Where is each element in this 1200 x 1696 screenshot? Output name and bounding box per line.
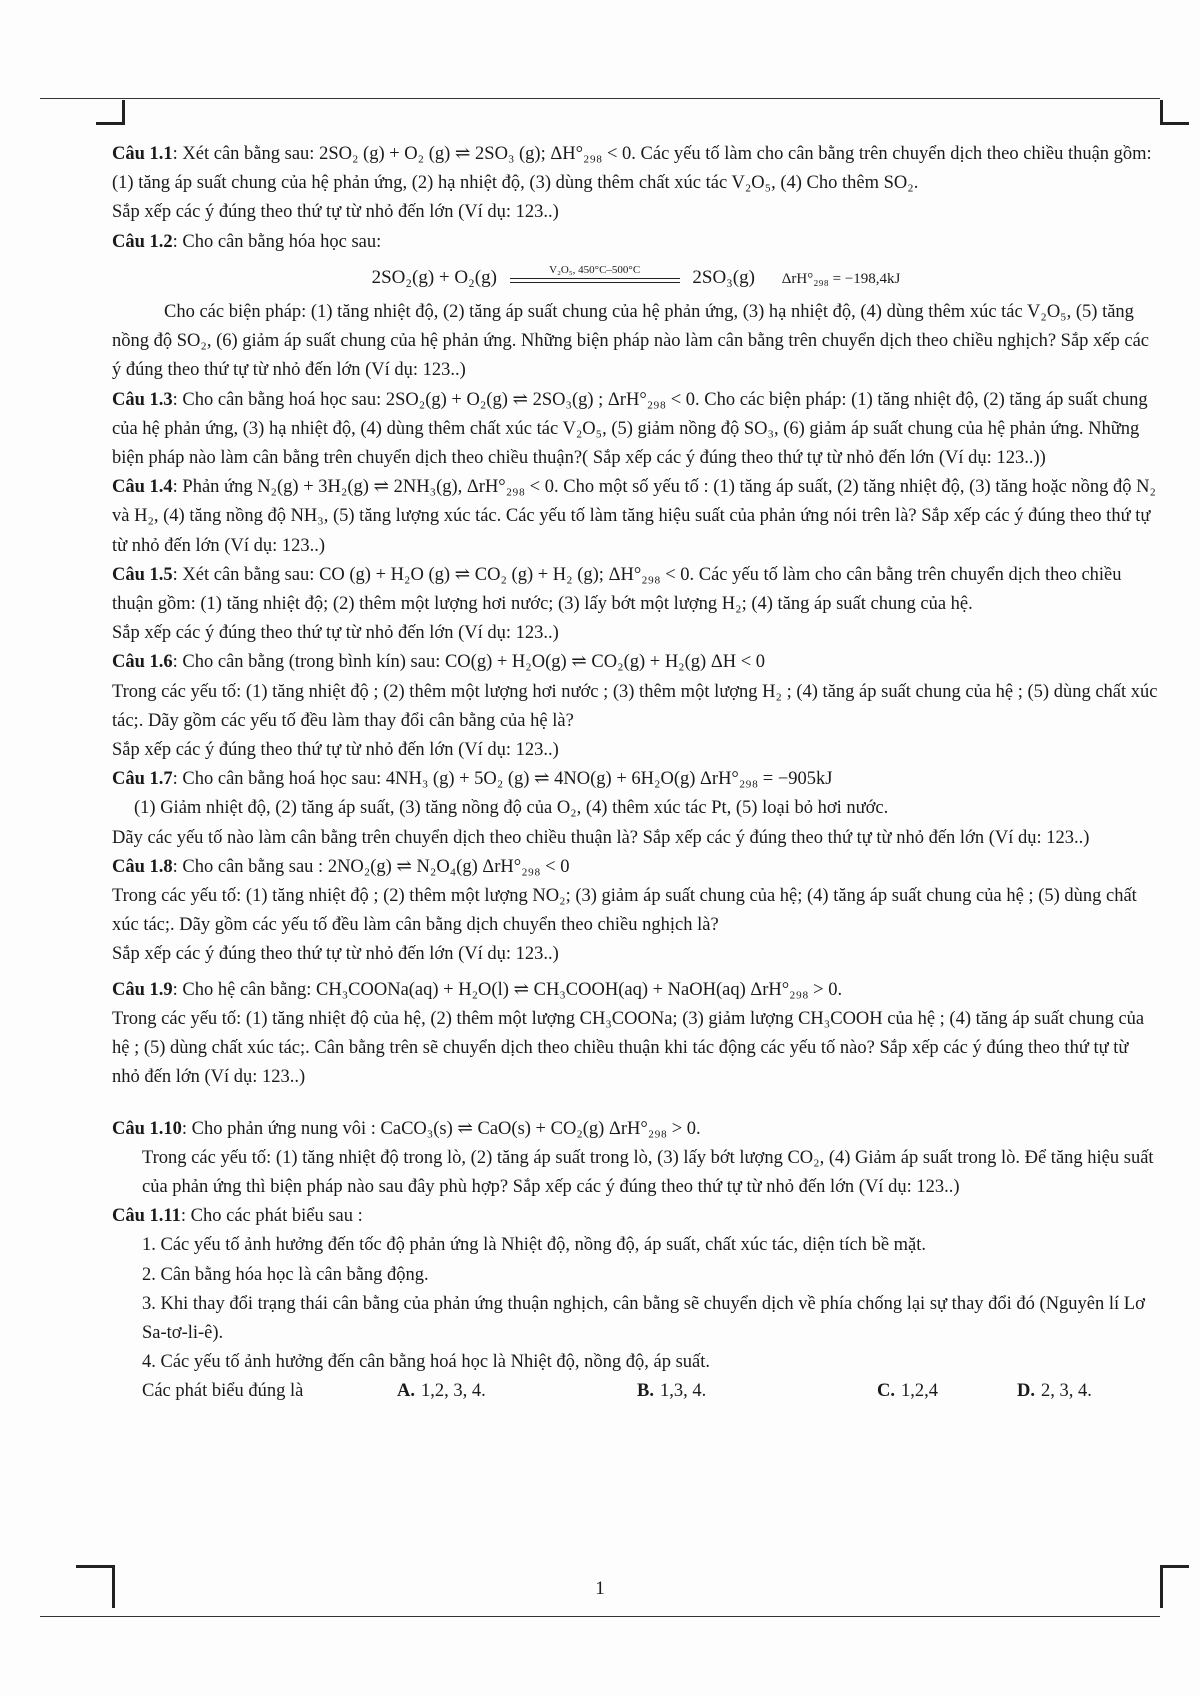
question-1-3	[112, 386, 1160, 474]
question-1-10	[112, 1115, 1160, 1144]
question-body: Trong các yếu tố: (1) tăng nhiệt độ ; (2) thêm một lượng NO₂; (3) giảm áp suất chung của hệ; (4) tăng áp suất chung của hệ ; (5) dùng chất xúc tác;. Dãy gồm các yếu tố đều làm cân bằng dịch chuyển theo chiều nghịch là?	[112, 886, 1137, 936]
equation-condition: V₂O₅, 450°C–500°C	[549, 263, 641, 276]
question-label: Câu 1.4	[112, 477, 173, 498]
question-1-6	[112, 648, 1160, 677]
equation-left: 2SO₂(g) + O₂(g)	[371, 266, 497, 288]
question-text: : Cho cân bằng sau : 2NO₂(g) ⇌ N₂O₄(g) ΔrH°₂₉₈ < 0	[172, 856, 570, 877]
statement-4: 4. Các yếu tố ảnh hưởng đến cân bằng hoá học là Nhiệt độ, nồng độ, áp suất.	[142, 1352, 710, 1373]
question-text: : Xét cân bằng sau: 2SO₂ (g) + O₂ (g) ⇌ 2SO₃ (g); ΔH°₂₉₈ < 0. Các yếu tố làm cho cân bằng trên chuyển dịch theo chiều thuận gồm: (1) tăng áp suất chung của hệ phản ứng, (2) hạ nhiệt độ, (3) dùng thêm chất xúc tác V₂O₅, (4) Cho thêm SO₂.	[112, 144, 1152, 194]
spacer	[112, 1093, 1160, 1115]
question-label: Câu 1.3	[112, 389, 173, 410]
crop-mark-top-right	[1160, 100, 1189, 125]
question-text: : Cho cân bằng (trong bình kín) sau: CO(g) + H₂O(g) ⇌ CO₂(g) + H₂(g) ΔH < 0	[172, 652, 766, 673]
question-text: : Cho các phát biểu sau :	[180, 1206, 363, 1227]
answer-options	[112, 1377, 1160, 1406]
question-text: : Cho cân bằng hóa học sau:	[172, 231, 382, 252]
crop-mark-top-left	[96, 100, 125, 125]
option-d-key: D.	[1017, 1381, 1035, 1402]
question-label: Câu 1.7	[112, 769, 173, 790]
reaction-equation	[112, 263, 1160, 294]
question-text: : Cho hệ cân bằng: CH₃COONa(aq) + H₂O(l) ⇌ CH₃COOH(aq) + NaOH(aq) ΔrH°₂₉₈ > 0.	[172, 979, 843, 1000]
question-instruction: Sắp xếp các ý đúng theo thứ tự từ nhỏ đến lớn (Ví dụ: 123..)	[112, 202, 559, 223]
option-c-key: C.	[877, 1381, 895, 1402]
option-c[interactable]	[877, 1377, 1017, 1406]
statement-3: 3. Khi thay đổi trạng thái cân bằng của phản ứng thuận nghịch, cân bằng sẽ chuyển dịch về phía chống lại sự thay đổi đó (Nguyên lí Lơ Sa-tơ-li-ê).	[142, 1293, 1145, 1343]
question-1-1	[112, 140, 1160, 198]
option-d-text: 2, 3, 4.	[1041, 1381, 1092, 1402]
question-instruction: Sắp xếp các ý đúng theo thứ tự từ nhỏ đến lớn (Ví dụ: 123..)	[112, 623, 559, 644]
bottom-rule	[40, 1616, 1160, 1617]
equilibrium-arrow	[510, 263, 680, 283]
question-1-8	[112, 853, 1160, 882]
question-text: : Phản ứng N₂(g) + 3H₂(g) ⇌ 2NH₃(g), ΔrH°₂₉₈ < 0. Cho một số yếu tố : (1) tăng áp suất, (2) tăng nhiệt độ, (3) tăng hoặc nồng độ N₂ và H₂, (4) tăng nồng độ NH₃, (5) tăng lượng xúc tác. Các yếu tố làm tăng hiệu suất của phản ứng nói trên là? Sắp xếp các ý đúng theo thứ tự từ nhỏ đến lớn (Ví dụ: 123..)	[112, 477, 1156, 556]
equation-right: 2SO₃(g)	[692, 266, 755, 288]
statement-2: 2. Cân bằng hóa học là cân bằng động.	[142, 1264, 429, 1285]
question-text: : Xét cân bằng sau: CO (g) + H₂O (g) ⇌ CO₂ (g) + H₂ (g); ΔH°₂₉₈ < 0. Các yếu tố làm cho cân bằng trên chuyển dịch theo chiều thuận gồm: (1) tăng nhiệt độ; (2) thêm một lượng hơi nước; (3) lấy bớt một lượng H₂; (4) tăng áp suất chung của hệ.	[112, 564, 1122, 615]
question-1-5	[112, 561, 1160, 619]
options-lead: Các phát biểu đúng là	[142, 1381, 304, 1402]
question-text: : Cho cân bằng hoá học sau: 4NH₃ (g) + 5O₂ (g) ⇌ 4NO(g) + 6H₂O(g) ΔrH°₂₉₈ = −905kJ	[172, 769, 833, 790]
question-1-4	[112, 473, 1160, 561]
question-1-2	[112, 228, 1160, 257]
question-body: Trong các yếu tố: (1) tăng nhiệt độ của hệ, (2) thêm một lượng CH₃COONa; (3) giảm lượng CH₃COOH của hệ ; (4) tăng áp suất chung của hệ ; (5) dùng chất xúc tác;. Cân bằng trên sẽ chuyển dịch theo chiều thuận khi tác động các yếu tố nào? Sắp xếp các ý đúng theo thứ tự từ nhỏ đến lớn (Ví dụ: 123..)	[112, 1008, 1145, 1088]
question-label: Câu 1.6	[112, 652, 173, 673]
option-a[interactable]	[397, 1377, 637, 1406]
page-number: 1	[595, 1578, 605, 1599]
question-body: Trong các yếu tố: (1) tăng nhiệt độ trong lò, (2) tăng áp suất trong lò, (3) lấy bớt lượng CO₂, (4) Giảm áp suất trong lò. Để tăng hiệu suất của phản ứng thì biện pháp nào sau đây phù hợp? Sắp xếp các ý đúng theo thứ tự từ nhỏ đến lớn (Ví dụ: 123..)	[142, 1147, 1154, 1197]
option-a-key: A.	[397, 1381, 415, 1402]
question-text: : Cho phản ứng nung vôi : CaCO₃(s) ⇌ CaO(s) + CO₂(g) ΔrH°₂₉₈ > 0.	[181, 1118, 701, 1139]
statement-1: 1. Các yếu tố ảnh hưởng đến tốc độ phản ứng là Nhiệt độ, nồng độ, áp suất, chất xúc tác, diện tích bề mặt.	[142, 1235, 927, 1256]
option-d[interactable]	[1017, 1377, 1127, 1406]
question-1-11	[112, 1202, 1160, 1231]
top-rule	[40, 98, 1160, 99]
question-text: : Cho cân bằng hoá học sau: 2SO₂(g) + O₂(g) ⇌ 2SO₃(g) ; ΔrH°₂₉₈ < 0. Cho các biện pháp: (1) tăng nhiệt độ, (2) tăng áp suất chung của hệ phản ứng, (3) hạ nhiệt độ, (4) dùng thêm chất xúc tác V₂O₅, (5) giảm nồng độ SO₃, (6) giảm áp suất chung của hệ phản ứng. Những biện pháp nào làm cân bằng trên chuyển dịch theo chiều thuận?( Sắp xếp các ý đúng theo thứ tự từ nhỏ đến lớn (Ví dụ: 123..))	[112, 389, 1148, 469]
question-instruction: Sắp xếp các ý đúng theo thứ tự từ nhỏ đến lớn (Ví dụ: 123..)	[112, 944, 559, 965]
question-label: Câu 1.8	[112, 856, 173, 877]
question-label: Câu 1.2	[112, 231, 173, 252]
question-body: Cho các biện pháp: (1) tăng nhiệt độ, (2) tăng áp suất chung của hệ phản ứng, (3) hạ nhiệt độ, (4) dùng thêm xúc tác V₂O₅, (5) tăng nồng độ SO₂, (6) giảm áp suất chung của hệ phản ứng. Những biện pháp nào làm cân bằng trên chuyển dịch theo chiều nghịch? Sắp xếp các ý đúng theo thứ tự từ nhỏ đến lớn (Ví dụ: 123..)	[112, 302, 1150, 381]
document-content	[112, 140, 1160, 1407]
question-body-2: Dãy các yếu tố nào làm cân bằng trên chuyển dịch theo chiều thuận là? Sắp xếp các ý đúng theo thứ tự từ nhỏ đến lớn (Ví dụ: 123..)	[112, 827, 1090, 848]
option-b-key: B.	[637, 1381, 654, 1402]
question-body: Trong các yếu tố: (1) tăng nhiệt độ ; (2) thêm một lượng hơi nước ; (3) thêm một lượng H₂ ; (4) tăng áp suất chung của hệ ; (5) dùng chất xúc tác;. Dãy gồm các yếu tố đều làm thay đổi cân bằng của hệ là?	[112, 681, 1158, 731]
question-body: (1) Giảm nhiệt độ, (2) tăng áp suất, (3) tăng nồng độ của O₂, (4) thêm xúc tác Pt, (5) loại bỏ hơi nước.	[134, 798, 889, 819]
option-a-text: 1,2, 3, 4.	[421, 1381, 486, 1402]
option-c-text: 1,2,4	[901, 1381, 938, 1402]
equation-enthalpy: ΔrH°₂₉₈ = −198,4kJ	[781, 270, 901, 287]
option-b-text: 1,3, 4.	[659, 1381, 707, 1402]
question-label: Câu 1.11	[112, 1206, 181, 1227]
question-1-7	[112, 765, 1160, 794]
option-b[interactable]	[637, 1377, 877, 1406]
question-label: Câu 1.10	[112, 1118, 182, 1139]
question-label: Câu 1.5	[112, 564, 173, 585]
question-1-9	[112, 976, 1160, 1005]
question-label: Câu 1.9	[112, 979, 173, 1000]
question-label: Câu 1.1	[112, 144, 173, 164]
question-instruction: Sắp xếp các ý đúng theo thứ tự từ nhỏ đến lớn (Ví dụ: 123..)	[112, 740, 559, 761]
